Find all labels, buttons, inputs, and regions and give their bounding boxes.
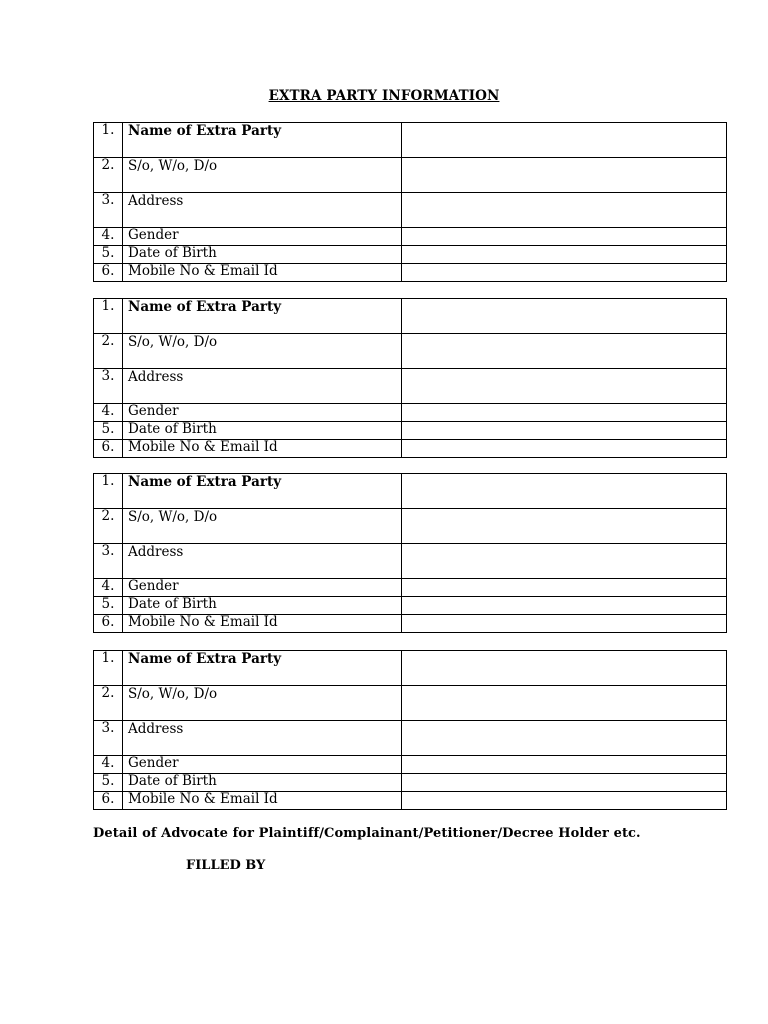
table-row: [94, 474, 727, 509]
advocate-detail-heading: Detail of Advocate for Plaintiff/Complainant/Petitioner/Decree Holder etc.: [93, 826, 641, 841]
table-row: [94, 193, 727, 228]
table-row: [94, 721, 727, 756]
address-field[interactable]: [402, 193, 727, 228]
row-number: 2.: [94, 158, 123, 193]
mobile-email-field[interactable]: [402, 615, 727, 633]
name-of-extra-party-field[interactable]: [402, 651, 727, 686]
extra-party-table-3: [93, 473, 727, 633]
table-row: [94, 158, 727, 193]
row-number: 2.: [94, 334, 123, 369]
row-number: 6.: [94, 615, 123, 633]
gender-label: Gender: [123, 228, 402, 246]
relation-field[interactable]: [402, 509, 727, 544]
table-row: [94, 246, 727, 264]
gender-field[interactable]: [402, 404, 727, 422]
row-number: 6.: [94, 264, 123, 282]
row-number: 1.: [94, 123, 123, 158]
row-number: 2.: [94, 686, 123, 721]
row-number: 1.: [94, 651, 123, 686]
date-of-birth-label: Date of Birth: [123, 597, 402, 615]
name-of-extra-party-label: Name of Extra Party: [123, 651, 402, 686]
row-number: 3.: [94, 369, 123, 404]
extra-party-table-1: [93, 122, 727, 282]
row-number: 5.: [94, 774, 123, 792]
table-row: [94, 422, 727, 440]
name-of-extra-party-field[interactable]: [402, 474, 727, 509]
table-row: [94, 404, 727, 422]
mobile-email-label: Mobile No & Email Id: [123, 792, 402, 810]
table-row: [94, 651, 727, 686]
date-of-birth-field[interactable]: [402, 422, 727, 440]
row-number: 3.: [94, 544, 123, 579]
row-number: 4.: [94, 404, 123, 422]
row-number: 1.: [94, 474, 123, 509]
filled-by-label: FILLED BY: [186, 858, 266, 873]
address-label: Address: [123, 721, 402, 756]
address-field[interactable]: [402, 369, 727, 404]
row-number: 5.: [94, 246, 123, 264]
gender-field[interactable]: [402, 228, 727, 246]
relation-label: S/o, W/o, D/o: [123, 686, 402, 721]
mobile-email-label: Mobile No & Email Id: [123, 264, 402, 282]
table-row: [94, 509, 727, 544]
relation-field[interactable]: [402, 334, 727, 369]
mobile-email-field[interactable]: [402, 264, 727, 282]
date-of-birth-label: Date of Birth: [123, 774, 402, 792]
table-row: [94, 228, 727, 246]
gender-field[interactable]: [402, 756, 727, 774]
relation-label: S/o, W/o, D/o: [123, 334, 402, 369]
relation-field[interactable]: [402, 158, 727, 193]
address-label: Address: [123, 193, 402, 228]
row-number: 6.: [94, 440, 123, 458]
row-number: 2.: [94, 509, 123, 544]
mobile-email-label: Mobile No & Email Id: [123, 440, 402, 458]
address-label: Address: [123, 369, 402, 404]
name-of-extra-party-field[interactable]: [402, 299, 727, 334]
table-row: [94, 756, 727, 774]
table-row: [94, 334, 727, 369]
table-row: [94, 299, 727, 334]
relation-field[interactable]: [402, 686, 727, 721]
address-field[interactable]: [402, 721, 727, 756]
gender-label: Gender: [123, 756, 402, 774]
date-of-birth-field[interactable]: [402, 774, 727, 792]
extra-party-table-4: [93, 650, 727, 810]
table-row: [94, 264, 727, 282]
row-number: 6.: [94, 792, 123, 810]
mobile-email-label: Mobile No & Email Id: [123, 615, 402, 633]
address-field[interactable]: [402, 544, 727, 579]
table-row: [94, 615, 727, 633]
name-of-extra-party-field[interactable]: [402, 123, 727, 158]
table-row: [94, 597, 727, 615]
row-number: 1.: [94, 299, 123, 334]
date-of-birth-label: Date of Birth: [123, 422, 402, 440]
mobile-email-field[interactable]: [402, 792, 727, 810]
date-of-birth-field[interactable]: [402, 246, 727, 264]
row-number: 4.: [94, 579, 123, 597]
date-of-birth-label: Date of Birth: [123, 246, 402, 264]
name-of-extra-party-label: Name of Extra Party: [123, 123, 402, 158]
extra-party-table-2: [93, 298, 727, 458]
gender-label: Gender: [123, 404, 402, 422]
table-row: [94, 792, 727, 810]
relation-label: S/o, W/o, D/o: [123, 509, 402, 544]
row-number: 5.: [94, 597, 123, 615]
name-of-extra-party-label: Name of Extra Party: [123, 474, 402, 509]
address-label: Address: [123, 544, 402, 579]
gender-label: Gender: [123, 579, 402, 597]
gender-field[interactable]: [402, 579, 727, 597]
table-row: [94, 123, 727, 158]
row-number: 3.: [94, 193, 123, 228]
table-row: [94, 579, 727, 597]
page-title: EXTRA PARTY INFORMATION: [268, 88, 500, 104]
row-number: 5.: [94, 422, 123, 440]
table-row: [94, 544, 727, 579]
table-row: [94, 369, 727, 404]
date-of-birth-field[interactable]: [402, 597, 727, 615]
name-of-extra-party-label: Name of Extra Party: [123, 299, 402, 334]
row-number: 4.: [94, 228, 123, 246]
row-number: 4.: [94, 756, 123, 774]
row-number: 3.: [94, 721, 123, 756]
table-row: [94, 774, 727, 792]
relation-label: S/o, W/o, D/o: [123, 158, 402, 193]
table-row: [94, 686, 727, 721]
table-row: [94, 440, 727, 458]
mobile-email-field[interactable]: [402, 440, 727, 458]
